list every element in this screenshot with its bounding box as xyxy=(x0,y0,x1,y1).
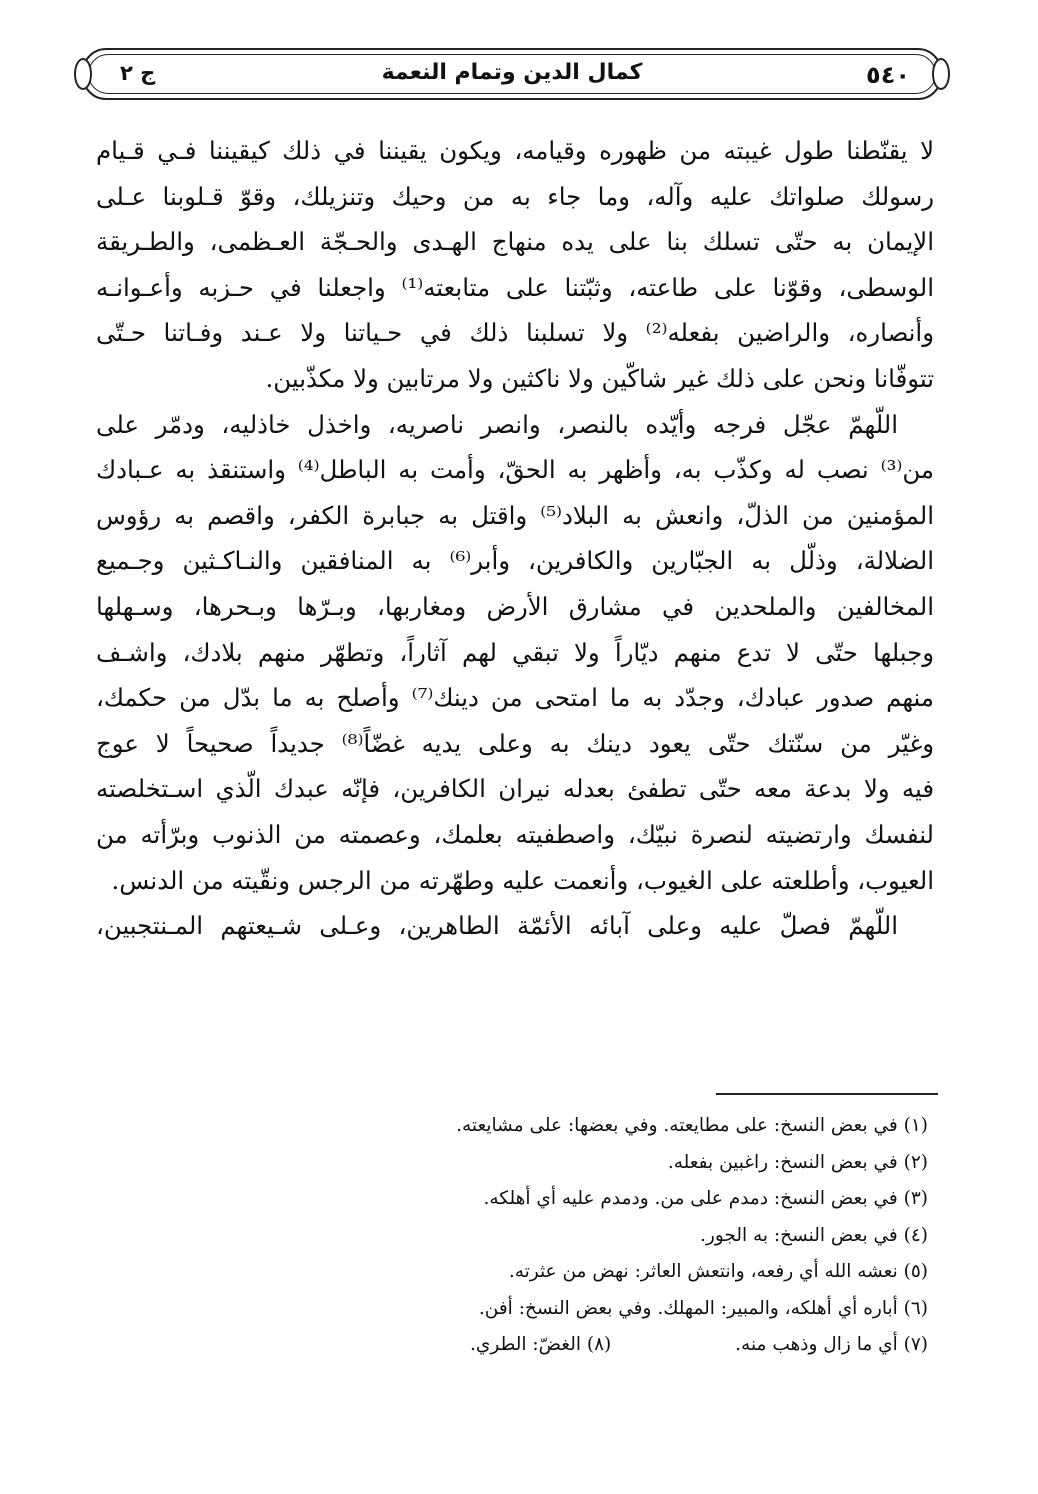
paragraph-1 xyxy=(96,128,934,402)
text-line: الضلالة، وذلّل به الجبّارين والكافرين، وأبر⁽⁶⁾ به المنافقين والنـاكـثين وجـميع xyxy=(96,546,934,576)
footnote-4: (٤) في بعض النسخ: به الجور. xyxy=(700,1224,928,1246)
text-line: رسولك صلواتك عليه وآله، وما جاء به من وحيك وتنزيلك، وقوّ قـلوبنا عـلى xyxy=(96,181,934,211)
text-line: الوسطى، وقوّنا على طاعته، وثبّتنا على متابعته⁽¹⁾ واجعلنا في حـزبه وأعـوانـه xyxy=(96,272,934,302)
footnote-5: (٥) نعشه الله أي رفعه، وانتعش العاثر: نهض من عثرته. xyxy=(508,1261,928,1282)
text-line: فيه ولا بدعة معه حتّى تطفئ بعدله نيران الكافرين، فإنّه عبدك الّذي اسـتخلصته xyxy=(96,774,934,804)
page-number: ٥٤٠ xyxy=(866,61,910,89)
footnote-6: (٦) أباره أي أهلكه، والمبير: المهلك. وفي بعض النسخ: أفن. xyxy=(478,1297,928,1319)
text-line: وأنصاره، والراضين بفعله⁽²⁾ ولا تسلبنا ذلك في حـياتنا ولا عـند وفـاتنا حـتّى xyxy=(96,318,934,348)
footnote-2: (٢) في بعض النسخ: راغبين بفعله. xyxy=(667,1151,928,1173)
footnote-7: (٧) أي ما زال وذهب منه. xyxy=(735,1334,928,1355)
footnote-separator xyxy=(716,1093,938,1095)
volume-label: ج ٢ xyxy=(120,61,156,85)
text-line: من⁽³⁾ نصب له وكذّب به، وأظهر به الحقّ، وأمت به الباطل⁽⁴⁾ واستنقذ به عـبادك xyxy=(96,455,934,485)
text-line: الإيمان به حتّى تسلك بنا على يده منهاج الهـدى والحـجّة العـظمى، والطـريقة xyxy=(96,227,934,257)
footnote-8: (٨) الغضّ: الطري. xyxy=(470,1334,612,1355)
running-header xyxy=(82,48,942,100)
footnote-3: (٣) في بعض النسخ: دمدم على من. ودمدم عليه أي أهلكه. xyxy=(483,1188,928,1209)
paragraph-2 xyxy=(96,402,934,904)
book-title: كمال الدين وتمام النعمة xyxy=(381,60,643,85)
text-line: العيوب، وأطلعته على الغيوب، وأنعمت عليه وطهّرته من الرجس ونقّيته من الدنس. xyxy=(111,865,934,895)
footnotes xyxy=(300,1108,928,1364)
text-line: تتوفّانا ونحن على ذلك غير شاكّين ولا ناكثين ولا مرتابين ولا مكذّبين. xyxy=(265,363,934,393)
paragraph-3 xyxy=(96,903,934,949)
text-line: وغيّر من سنّتك حتّى يعود دينك به وعلى يديه غضّاً⁽⁸⁾ جديداً صحيحاً لا عوج xyxy=(96,728,934,758)
text-line: منهم صدور عبادك، وجدّد به ما امتحى من دينك⁽⁷⁾ وأصلح به ما بدّل من حكمك، xyxy=(96,683,934,713)
main-text xyxy=(96,128,934,949)
text-line: لا يقنّطنا طول غيبته من ظهوره وقيامه، ويكون يقيننا في ذلك كيقيننا فـي قـيام xyxy=(96,136,934,165)
text-line: اللّهمّ فصلّ عليه وعلى آبائه الأئمّة الطاهرين، وعـلى شـيعتهم المـنتجبين، xyxy=(96,911,898,941)
footnote-row-7-8 xyxy=(300,1327,928,1364)
text-line: المخالفين والملحدين في مشارق الأرض ومغاربها، وبـرّها وبـحرها، وسـهلها xyxy=(96,591,934,621)
text-line: لنفسك وارتضيته لنصرة نبيّك، واصطفيته بعلمك، وعصمته من الذنوب وبرّأته من xyxy=(96,819,934,849)
text-line: المؤمنين من الذلّ، وانعش به البلاد⁽⁵⁾ واقتل به جبابرة الكفر، واقصم به رؤوس xyxy=(96,500,934,530)
text-line: اللّهمّ عجّل فرجه وأيّده بالنصر، وانصر ناصريه، واخذل خاذليه، ودمّر على xyxy=(96,409,898,439)
footnote-1: (١) في بعض النسخ: على مطايعته. وفي بعضها: على مشايعته. xyxy=(456,1115,928,1136)
text-line: وجبلها حتّى لا تدع منهم ديّاراً ولا تبقي لهم آثاراً، وتطهّر منهم بلادك، واشـف xyxy=(96,637,934,667)
